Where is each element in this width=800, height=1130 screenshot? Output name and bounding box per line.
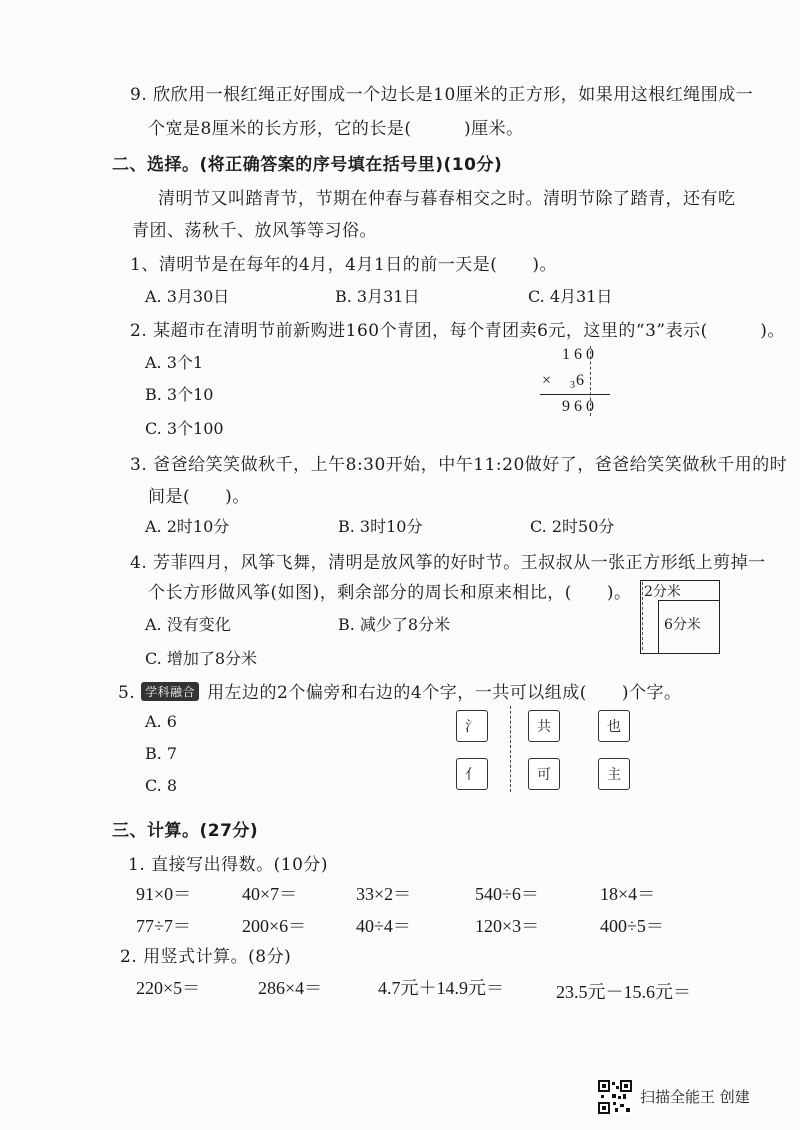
- mult-carry: 3: [570, 380, 575, 391]
- choice-q3-line1: 3. 爸爸给笑笑做秋千，上午8:30开始，中午11:20做好了，爸爸给笑笑做秋千用的时: [130, 455, 788, 475]
- choice-q4-option-c: C. 增加了8分米: [145, 649, 258, 668]
- calc-item: 33×2＝: [356, 884, 412, 904]
- card-divider: [510, 706, 511, 792]
- calc-item: 400÷5＝: [600, 916, 664, 936]
- choice-q1-text: 1、清明节是在每年的4月，4月1日的前一天是( )。: [130, 255, 558, 275]
- calc-item: 40×7＝: [242, 884, 298, 904]
- q9-line1: 9. 欣欣用一根红绳正好围成一个边长是10厘米的正方形，如果用这根红绳围成一: [130, 85, 754, 105]
- label-6dm: 6分米: [664, 617, 701, 633]
- calc-item: 77÷7＝: [136, 916, 191, 936]
- character-card: 共: [528, 710, 560, 742]
- choice-q2-option-a: A. 3个1: [145, 353, 204, 372]
- choice-q3-line2: 间是( )。: [148, 487, 250, 507]
- choice-q4-line1: 4. 芳菲四月，风筝飞舞，清明是放风筝的好时节。王叔叔从一张正方形纸上剪掉一: [130, 553, 766, 573]
- q5-number: 5.: [118, 683, 136, 703]
- q9-line2: 个宽是8厘米的长方形，它的长是( )厘米。: [148, 119, 524, 139]
- choice-q1-option-b: B. 3月31日: [335, 287, 420, 306]
- scanner-watermark: 扫描全能王 创建: [640, 1088, 750, 1106]
- calc-item: 200×6＝: [242, 916, 307, 936]
- mult-sign: ×: [542, 372, 552, 389]
- vertical-calc-item: 286×4＝: [258, 978, 323, 998]
- choice-q4-option-a: A. 没有变化: [145, 615, 231, 634]
- calc-item: 91×0＝: [136, 884, 192, 904]
- q5-question: 用左边的2个偏旁和右边的4个字，一共可以组成( )个字。: [207, 683, 682, 703]
- character-card: 可: [528, 758, 560, 790]
- choice-q5-option-b: B. 7: [145, 744, 178, 763]
- choice-q1-option-c: C. 4月31日: [528, 287, 613, 306]
- section2-intro-line2: 青团、荡秋千、放风筝等习俗。: [132, 221, 377, 241]
- radical-card: 氵: [456, 710, 488, 742]
- character-card: 主: [598, 758, 630, 790]
- section3-sub2: 2. 用竖式计算。(8分): [120, 947, 292, 967]
- mult-rule: [540, 394, 610, 395]
- section2-intro-line1: 清明节又叫踏青节，节期在仲春与暮春相交之时。清明节除了踏青，还有吃: [158, 189, 736, 209]
- calc-item: 540÷6＝: [475, 884, 539, 904]
- label-2dm: 2分米: [644, 584, 681, 600]
- calc-item: 18×4＝: [600, 884, 656, 904]
- character-card: 也: [598, 710, 630, 742]
- mult-top-number: 160: [562, 346, 598, 363]
- fold-line: [642, 582, 643, 650]
- choice-q4-line2: 个长方形做风筝(如图)，剩余部分的周长和原来相比，( )。: [148, 583, 632, 603]
- qr-code-icon: [598, 1080, 632, 1114]
- choice-q4-option-b: B. 减少了8分米: [338, 615, 451, 634]
- section2-heading: 二、选择。(将正确答案的序号填在括号里)(10分): [112, 155, 503, 175]
- choice-q3-option-a: A. 2时10分: [145, 517, 230, 536]
- choice-q5-option-c: C. 8: [145, 776, 178, 795]
- calc-item: 40÷4＝: [356, 916, 411, 936]
- mult-guide-line: [590, 346, 591, 416]
- section3-heading: 三、计算。(27分): [112, 821, 259, 841]
- subject-fusion-tag: 学科融合: [141, 682, 199, 701]
- vertical-calc-item: 4.7元＋14.9元＝: [378, 978, 504, 998]
- choice-q2-option-c: C. 3个100: [145, 419, 224, 438]
- choice-q5-text: [118, 678, 681, 703]
- choice-q3-option-c: C. 2时50分: [530, 517, 615, 536]
- choice-q3-option-b: B. 3时10分: [338, 517, 423, 536]
- choice-q2-option-b: B. 3个10: [145, 385, 214, 404]
- choice-q1-option-a: A. 3月30日: [145, 287, 230, 306]
- mult-bottom-number: 6: [576, 372, 584, 389]
- vertical-calc-item: 220×5＝: [136, 978, 201, 998]
- vertical-calc-item: 23.5元－15.6元＝: [556, 982, 691, 1002]
- choice-q2-text: 2. 某超市在清明节前新购进160个青团，每个青团卖6元，这里的“3”表示( )。: [130, 321, 785, 341]
- mult-result: 960: [562, 398, 598, 415]
- choice-q5-option-a: A. 6: [145, 712, 177, 731]
- radical-card: 亻: [456, 758, 488, 790]
- calc-item: 120×3＝: [475, 916, 540, 936]
- section3-sub1: 1. 直接写出得数。(10分): [128, 855, 329, 875]
